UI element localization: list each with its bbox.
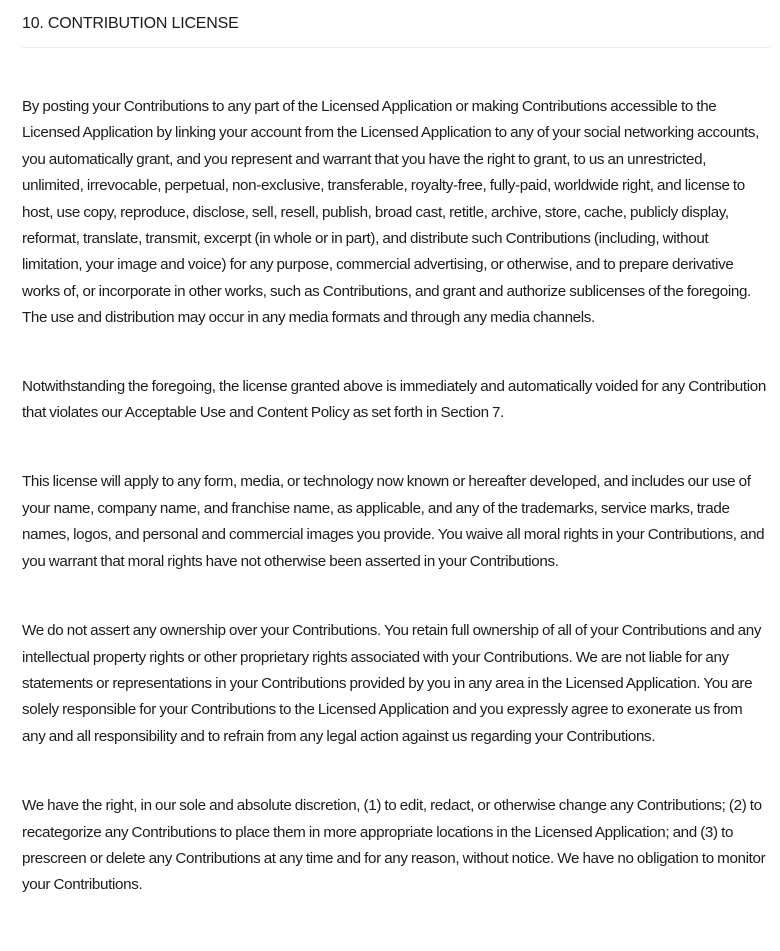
paragraph-license-scope: This license will apply to any form, media, or technology now known or hereafter developed, and includes our use of your name, company name, and franchise name, as applicable, and any of the trademarks, service marks, trade names, logos, and personal and commercial images you provide. You waive all moral rights in your Contributions, and you warrant that moral rights have not otherwise been asserted in your Contributions.: [22, 473, 765, 570]
section-title: 10. CONTRIBUTION LICENSE: [22, 15, 239, 32]
paragraph-ownership: We do not assert any ownership over your Contributions. You retain full ownership of all of your Contributions and any intellectual property rights or other proprietary rights associated with your Contributions. We are not liable for any statements or representations in your Contributions provided by you in any area in the Licensed Application. You are solely responsible for your Contributions to the Licensed Application and you expressly agree to exonerate us from any and all responsibility and to refrain from any legal action against us regarding your Contributions.: [22, 622, 762, 745]
paragraph-editing-rights: We have the right, in our sole and absolute discretion, (1) to edit, redact, or otherwise change any Contributions; (2) to recategorize any Contributions to place them in more appropriate locations in the Licensed Application; and (3) to prescreen or delete any Contributions at any time and for any reason, without notice. We have no obligation to monitor your Contributions.: [22, 797, 766, 894]
paragraph-license-grant: By posting your Contributions to any part of the Licensed Application or making Contributions accessible to the Licensed Application by linking your account from the Licensed Application to any of your social networking accounts, you automatically grant, and you represent and warrant that you have the right to grant, to us an unrestricted, unlimited, irrevocable, perpetual, non-exclusive, transferable, royalty-free, fully-paid, worldwide right, and license to host, use copy, reproduce, disclose, sell, resell, publish, broad cast, retitle, archive, store, cache, publicly display, reformat, translate, transmit, excerpt (in whole or in part), and distribute such Contributions (including, without limitation, your image and voice) for any purpose, commercial advertising, or otherwise, and to prepare derivative works of, or incorporate in other works, such as Contributions, and grant and authorize sublicenses of the foregoing. The use and distribution may occur in any media formats and through any media channels.: [22, 98, 760, 327]
section-divider: [22, 47, 770, 48]
paragraph-license-voided: Notwithstanding the foregoing, the license granted above is immediately and automatically voided for any Contribution that violates our Acceptable Use and Content Policy as set forth in Section 7.: [22, 377, 766, 422]
